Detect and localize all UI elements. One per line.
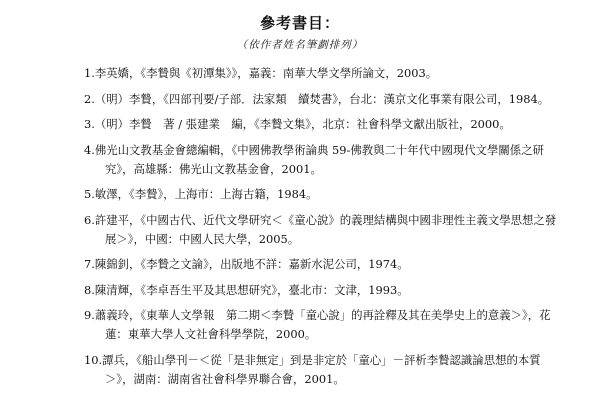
reference-item: 9.蕭義玲，《東華人文學報 第二期＜李贄「童心說」的再詮釋及其在美學史上的意義＞》，花蓮：東華大學人文社會科學學院，2000。 [84,308,551,341]
reference-item: 1.李英嬌，《李贄與《初潭集》》，嘉義：南華大學文學所論文，2003。 [84,66,438,80]
page-title: 參考書目： [259,14,340,32]
reference-item: 6.許建平，《中國古代、近代文學研究＜《童心說》的義理結構與中國非理性主義文學思想之發展＞》，中國：中國人民大學，2005。 [84,212,557,246]
reference-item: 10.譚兵，《船山學刊－＜從「是非無定」到是非定於「童心」－評析李贄認識論思想的本質＞》，湖南：湖南省社會科學界聯合會，2001。 [84,352,541,386]
reference-item: 2.（明）李贄，《四部刊要/子部．法家類 續焚書》，台北：漢京文化事業有限公司，1984。 [84,91,550,106]
reference-item: 7.陳錦釗，《李贄之文論》，出版地不詳：嘉新水泥公司，1974。 [84,257,409,271]
page-subtitle: （依作者姓名筆劃排列） [236,39,364,51]
reference-item: 3.（明）李贄 著 / 張建業 編，《李贄文集》，北京：社會科學文獻出版社，2000。 [84,117,511,131]
reference-item: 8.陳清輝，《李卓吾生平及其思想研究》，臺北市：文津，1993。 [84,282,409,297]
reference-list [84,64,564,395]
reference-item: 4.佛光山文教基金會總編輯，《中國佛教學術論典 59-佛教與二十年代中國現代文學關係之研究》，高雄縣：佛光山文教基金會，2001。 [84,142,544,176]
reference-item: 5.敏澤，《李贄》，上海市：上海古籍，1984。 [84,187,318,201]
